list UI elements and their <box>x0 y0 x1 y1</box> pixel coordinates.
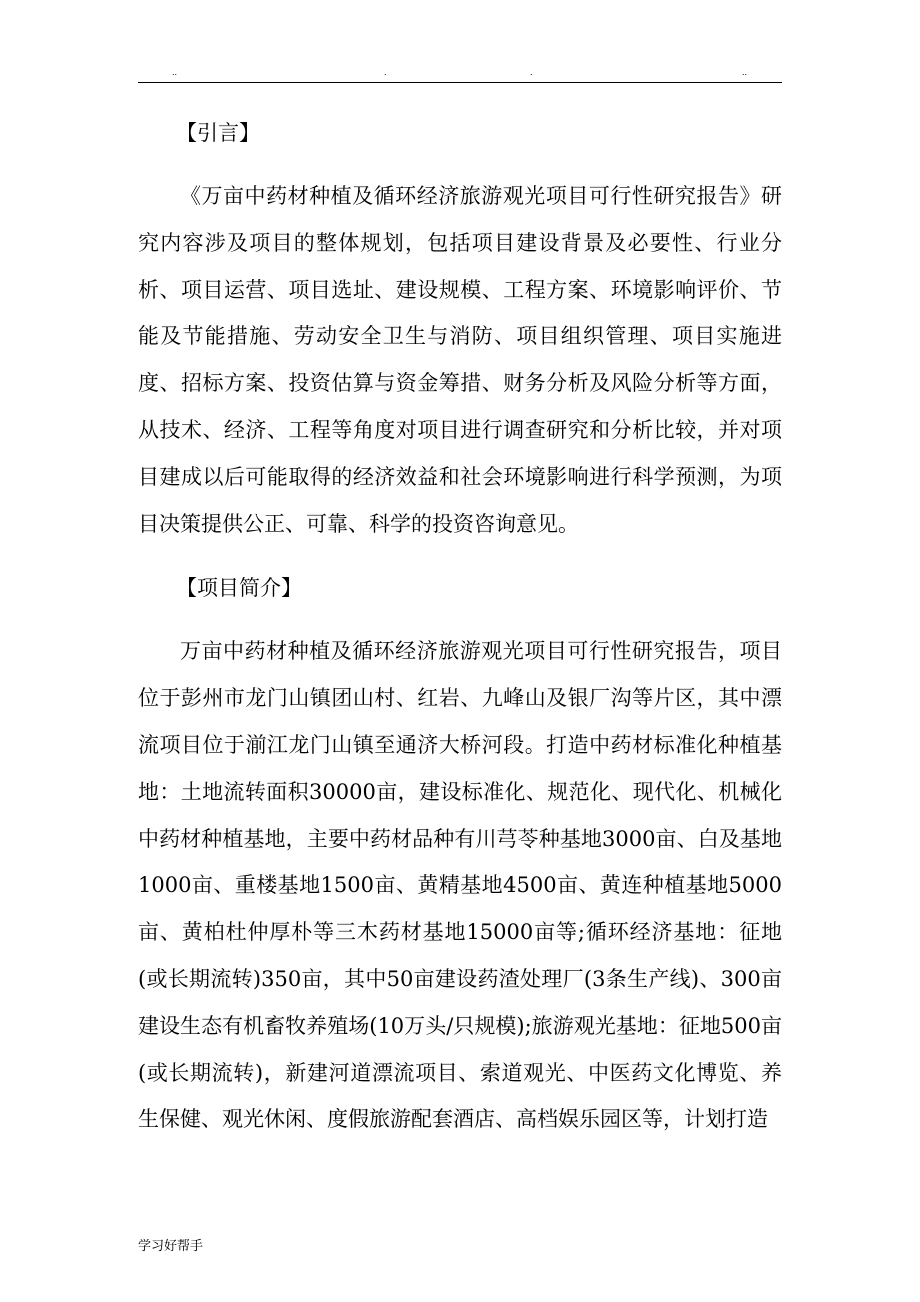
page-footer: 学习好帮手 <box>138 1239 204 1254</box>
document-body <box>138 110 782 1143</box>
header-mark-4: .. <box>742 67 748 77</box>
spacer <box>138 612 782 628</box>
intro-paragraph: 《万亩中药材种植及循环经济旅游观光项目可行性研究报告》研究内容涉及项目的整体规划，包括项目建设背景及必要性、行业分析、项目运营、项目选址、建设规模、工程方案、环境影响评价、节能及节能措施、劳动安全卫生与消防、项目组织管理、项目实施进度、招标方案、投资估算与资金筹措、财务分析及风险分析等方面，从技术、经济、工程等角度对项目进行调查研究和分析比较，并对项目建成以后可能取得的经济效益和社会环境影响进行科学预测，为项目决策提供公正、可靠、科学的投资咨询意见。 <box>138 184 782 536</box>
header-mark-1: .. <box>172 67 178 77</box>
spacer <box>138 547 782 565</box>
page-header-rule <box>138 64 782 83</box>
intro-heading: 【引言】 <box>176 121 260 145</box>
project-heading: 【项目简介】 <box>176 576 302 601</box>
header-mark-3: . <box>530 67 533 77</box>
spacer <box>138 157 782 173</box>
header-mark-2: . <box>384 67 387 77</box>
project-paragraph: 万亩中药材种植及循环经济旅游观光项目可行性研究报告，项目位于彭州市龙门山镇团山村、红岩、九峰山及银厂沟等片区，其中漂流项目位于湔江龙门山镇至通济大桥河段。打造中药材标准化种植基地：土地流转面积30000亩，建设标准化、规范化、现代化、机械化中药材种植基地，主要中药材品种有川芎苓种基地3000亩、白及基地1000亩、重楼基地1500亩、黄精基地4500亩、黄连种植基地5000亩、黄柏杜仲厚朴等三木药材基地15000亩等;循环经济基地：征地(或长期流转)350亩，其中50亩建设药渣处理厂(3条生产线)、300亩建设生态有机畜牧养殖场(10万头/只规模);旅游观光基地：征地500亩(或长期流转)，新建河道漂流项目、索道观光、中医药文化博览、养生保健、观光休闲、度假旅游配套酒店、高档娱乐园区等，计划打造 <box>138 639 782 1132</box>
